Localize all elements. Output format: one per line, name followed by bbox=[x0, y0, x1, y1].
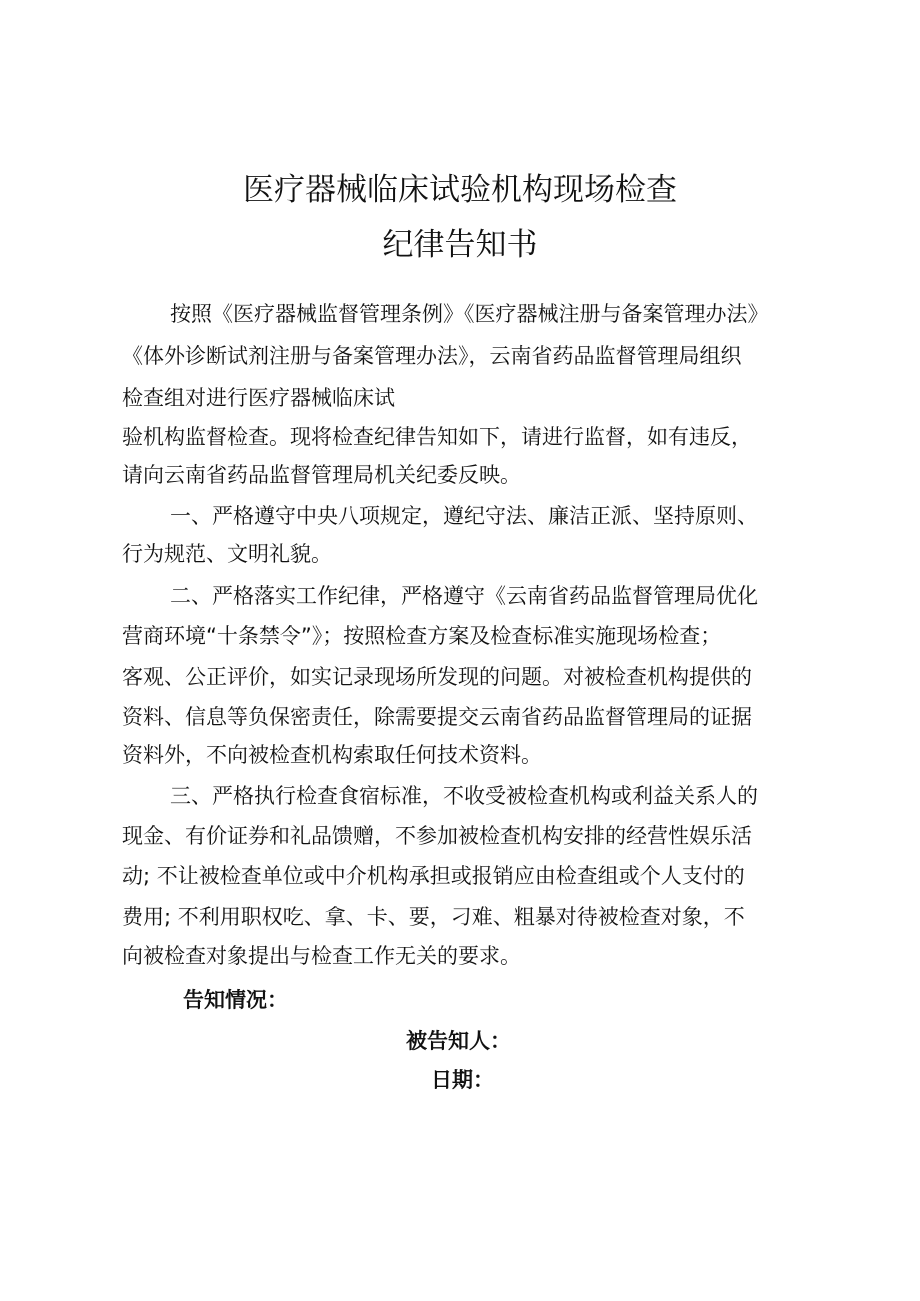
item3-line-4: 费用; 不利用职权吃、拿、卡、要，刁难、粗暴对待被检查对象，不 bbox=[122, 905, 745, 929]
intro-line-2: 《体外诊断试剂注册与备案管理办法》，云南省药品监督管理局组织 bbox=[122, 344, 742, 368]
item3-line-5: 向被检查对象提出与检查工作无关的要求。 bbox=[122, 944, 521, 968]
item3-line-3: 动; 不让被检查单位或中介机构承担或报销应由检查组或个人支付的 bbox=[122, 864, 745, 888]
item2-line-5: 资料外，不向被检查机构索取任何技术资料。 bbox=[122, 743, 542, 767]
document-title-line1: 医疗器械临床试验机构现场检查 bbox=[243, 172, 677, 208]
intro-line-3: 检查组对进行医疗器械临床试 bbox=[122, 386, 395, 410]
item3-line-1: 三、严格执行检查食宿标准，不收受被检查机构或利益关系人的 bbox=[170, 784, 758, 808]
intro-line-4: 验机构监督检查。现将检查纪律告知如下，请进行监督，如有违反， bbox=[122, 425, 752, 449]
item1-line-1: 一、严格遵守中央八项规定，遵纪守法、廉洁正派、坚持原则、 bbox=[170, 504, 758, 528]
item1-line-2: 行为规范、文明礼貌。 bbox=[122, 542, 332, 566]
notified-person-label: 被告知人： bbox=[406, 1029, 511, 1053]
item2-line-1: 二、严格落实工作纪律，严格遵守《云南省药品监督管理局优化 bbox=[170, 584, 758, 608]
intro-line-5: 请向云南省药品监督管理局机关纪委反映。 bbox=[122, 463, 521, 487]
item2-line-3: 客观、公正评价，如实记录现场所发现的问题。对被检查机构提供的 bbox=[122, 665, 752, 689]
document-title-line2: 纪律告知书 bbox=[382, 227, 538, 263]
date-label: 日期： bbox=[431, 1068, 494, 1092]
item2-line-2: 营商环境“十条禁令”》；按照检查方案及检查标准实施现场检查； bbox=[122, 624, 722, 648]
intro-line-1: 按照《医疗器械监督管理条例》《医疗器械注册与备案管理办法》 bbox=[170, 302, 769, 326]
item3-line-2: 现金、有价证券和礼品馈赠，不参加被检查机构安排的经营性娱乐活 bbox=[122, 824, 752, 848]
notice-label: 告知情况： bbox=[183, 988, 288, 1012]
item2-line-4: 资料、信息等负保密责任，除需要提交云南省药品监督管理局的证据 bbox=[122, 705, 752, 729]
